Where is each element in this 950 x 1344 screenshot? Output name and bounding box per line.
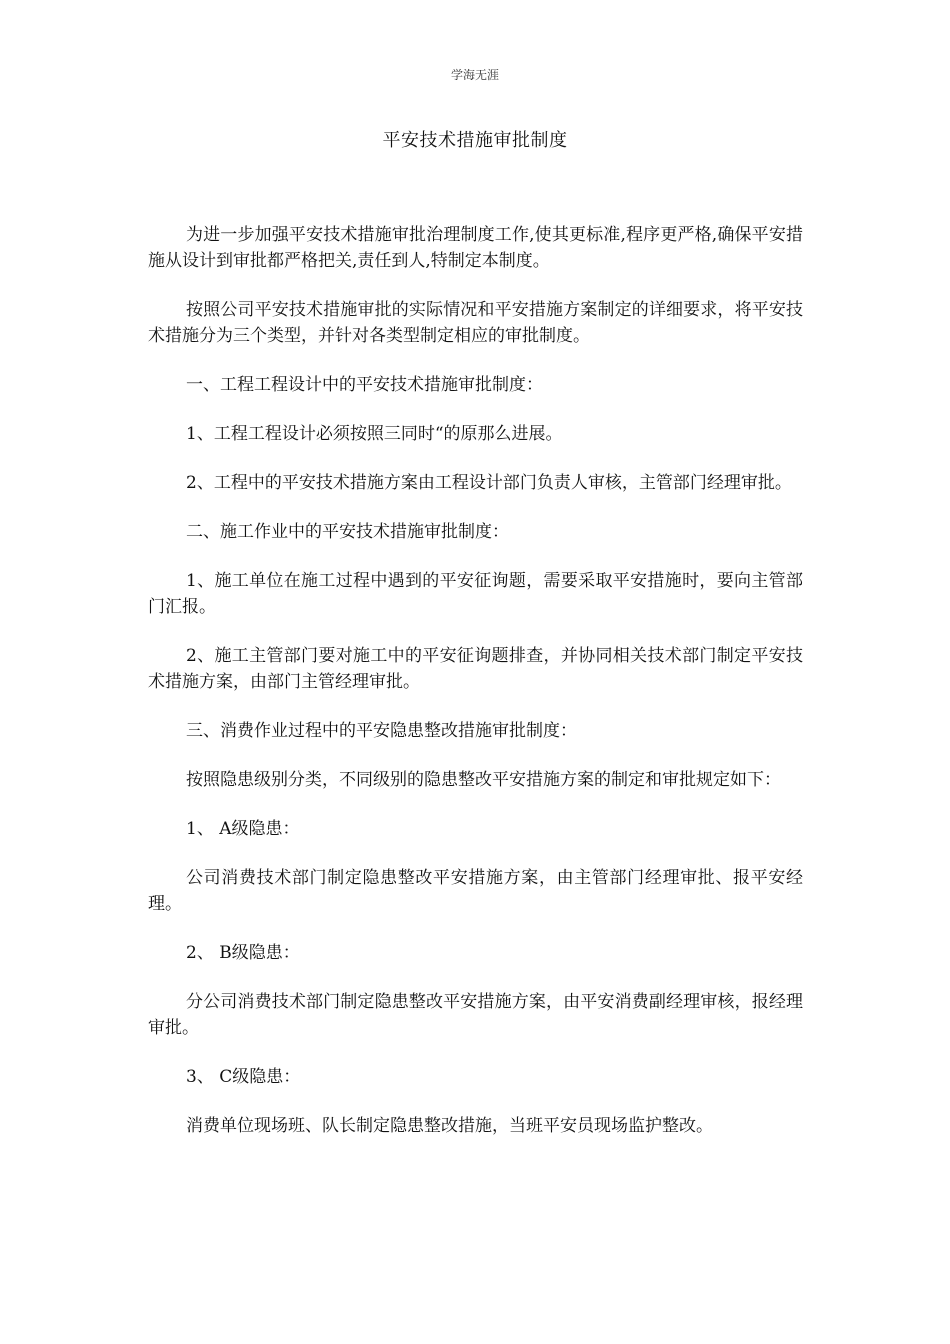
paragraph-item: 按照隐患级别分类，不同级别的隐患整改平安措施方案的制定和审批规定如下： [186, 770, 781, 790]
paragraph-item: 1、施工单位在施工过程中遇到的平安征询题，需要采取平安措施时，要向主管部门汇报。 [148, 571, 803, 617]
section-heading-1: 一、工程工程设计中的平安技术措施审批制度： [186, 375, 543, 395]
section-heading-3: 三、消费作业过程中的平安隐患整改措施审批制度： [186, 721, 577, 741]
subheading-c-level: 3、 C级隐患： [186, 1067, 301, 1087]
paragraph-intro-1: 为进一步加强平安技术措施审批治理制度工作,使其更标准,程序更严格,确保平安措施从设计到审批都严格把关,责任到人,特制定本制度。 [148, 225, 803, 271]
section-heading-2: 二、施工作业中的平安技术措施审批制度： [186, 522, 509, 542]
paragraph-item: 1、工程工程设计必须按照三同时“的原那么进展。 [186, 424, 563, 444]
paragraph-item: 2、施工主管部门要对施工中的平安征询题排查，并协同相关技术部门制定平安技术措施方案，由部门主管经理审批。 [148, 646, 803, 692]
subheading-b-level: 2、 B级隐患： [186, 943, 300, 963]
document-title: 平安技术措施审批制度 [382, 130, 568, 151]
document-body [148, 222, 803, 1162]
paragraph-intro-2: 按照公司平安技术措施审批的实际情况和平安措施方案制定的详细要求，将平安技术措施分为三个类型，并针对各类型制定相应的审批制度。 [148, 300, 803, 346]
paragraph-item: 消费单位现场班、队长制定隐患整改措施，当班平安员现场监护整改。 [186, 1116, 713, 1136]
subheading-a-level: 1、 A级隐患： [186, 819, 300, 839]
paragraph-item: 2、工程中的平安技术措施方案由工程设计部门负责人审核，主管部门经理审批。 [186, 473, 792, 493]
page-header: 学海无涯 [450, 68, 499, 82]
paragraph-item: 公司消费技术部门制定隐患整改平安措施方案，由主管部门经理审批、报平安经理。 [148, 868, 803, 914]
paragraph-item: 分公司消费技术部门制定隐患整改平安措施方案，由平安消费副经理审核，报经理审批。 [148, 992, 803, 1038]
